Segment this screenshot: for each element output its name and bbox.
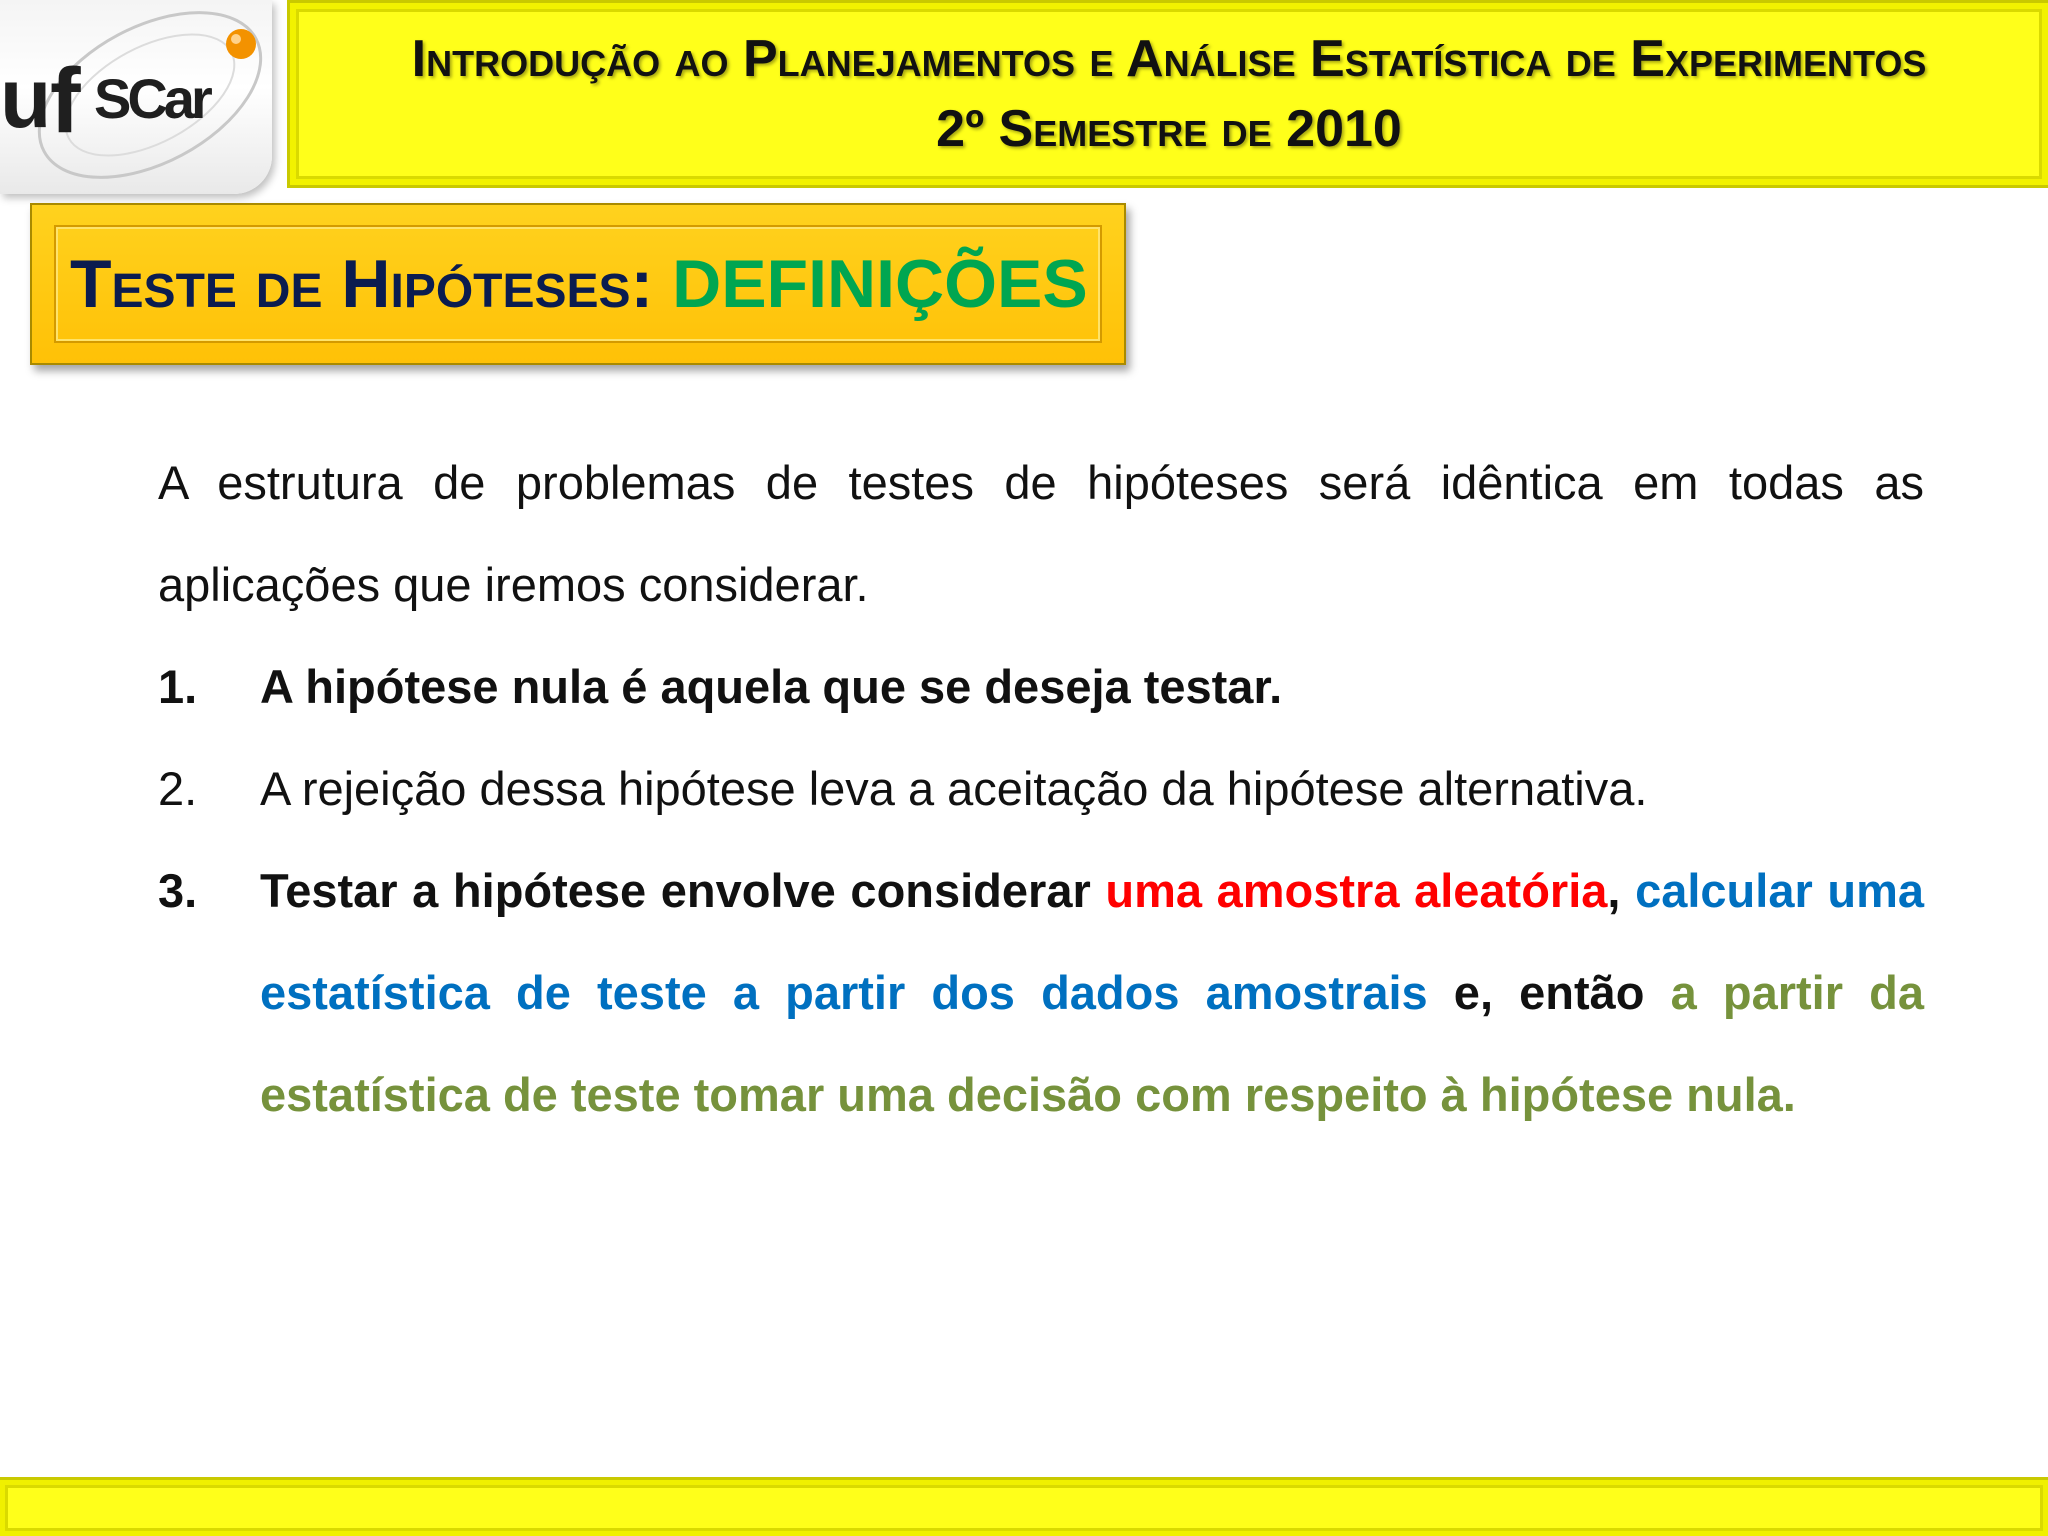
course-title: Introdução ao Planejamentos e Análise Estatística de Experimentos — [411, 30, 1927, 88]
list-item-text: A hipótese nula é aquela que se deseja testar. — [260, 660, 1283, 713]
highlight-test-statistic: calcular uma estatística de teste a partir dos dados amostrais — [260, 864, 1924, 1019]
slide-title-frame — [54, 225, 1102, 343]
list-item — [158, 840, 1924, 1146]
header-banner — [287, 0, 2048, 188]
text-segment: Testar a hipótese envolve considerar — [260, 864, 1106, 917]
list-item — [158, 738, 1924, 840]
list-item-number: 1. — [158, 660, 198, 713]
logo-letters-scar: SCar — [94, 67, 209, 130]
ufscar-logo — [0, 0, 272, 194]
slide-title-topic: Teste de Hipóteses: — [70, 246, 673, 322]
highlight-decision: a partir da estatística de teste tomar uma decisão com respeito à hipótese nula. — [260, 966, 1924, 1121]
orange-dot-icon — [226, 29, 256, 59]
text-segment: e, então — [1427, 966, 1671, 1019]
ufscar-logo-graphic — [0, 0, 272, 194]
list-item-text — [260, 840, 1924, 1146]
highlight-random-sample: uma amostra aleatória — [1105, 864, 1608, 917]
intro-paragraph: A estrutura de problemas de testes de hipóteses será idêntica em todas as aplicações que iremos considerar. — [158, 456, 1924, 611]
semester-label: 2º Semestre de 2010 — [936, 100, 1402, 158]
slide-title-subtopic: DEFINIÇÕES — [672, 246, 1088, 322]
list-item-text: A rejeição dessa hipótese leva a aceitação da hipótese alternativa. — [260, 762, 1648, 815]
slide-title-box — [30, 203, 1126, 365]
list-item-number: 2. — [158, 762, 198, 815]
list-item — [158, 636, 1924, 738]
logo-letter-f: f — [50, 50, 81, 152]
logo-letter-u: u — [0, 51, 52, 145]
footer-banner — [0, 1477, 2048, 1536]
slide-title — [70, 245, 1088, 323]
list-item-number: 3. — [158, 864, 198, 917]
text-segment: , — [1607, 864, 1636, 917]
slide-body — [158, 432, 1924, 1146]
